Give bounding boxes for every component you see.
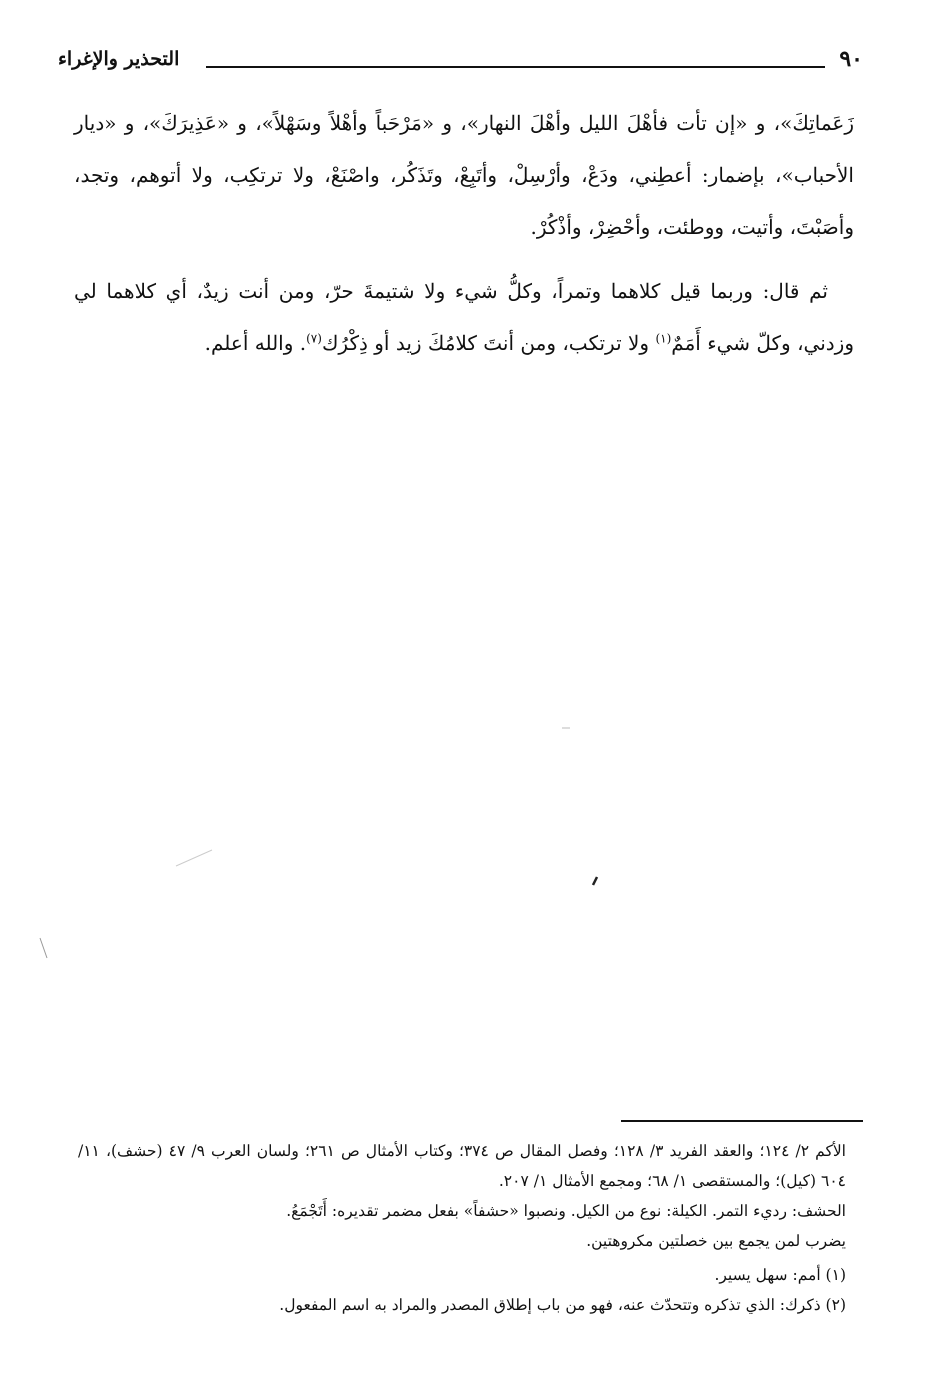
paragraph-2-main: ثم قال: وربما قيل كلاهما وتمراً، وكلُّ شيء ولا شتيمةَ حرّ، ومن أنت زيدٌ، أي كلاهما لي وزدني، وكلّ شيء أَمَمٌ (74, 279, 854, 355)
footnote-ref-1: (١) (655, 331, 672, 346)
footnote-hashaf: الحشف: رديء التمر. الكيلة: نوع من الكيل. ونصبوا «حشفاً» بفعل مضمر تقديره: أَتَجْمَعُ. (286, 1202, 846, 1220)
footnote-proverb-use: يضرب لمن يجمع بين خصلتين مكروهتين. (586, 1232, 846, 1250)
footnote-ref-2: (٧) (306, 331, 322, 346)
footnote-sources: الأكم ٢/ ١٢٤؛ والعقد الفريد ٣/ ١٢٨؛ وفصل المقال ص ٣٧٤؛ وكتاب الأمثال ص ٢٦١؛ ولسان العرب ٩/ ٤٧ (حشف)، ١١/ ٦٠٤ (كيل)؛ والمستقصى ١/ ٦٨؛ ومجمع الأمثال ١/ ٢٠٧. (78, 1142, 846, 1190)
page-number: ٩٠ (839, 46, 863, 72)
paragraph-1: زَعَماتِكَ»، و «إن تأت فأهْلَ الليل وأهْلَ النهار»، و «مَرْحَباً وأهْلاً وسَهْلاً»، و «عَذِيرَكَ»، و «ديار الأحباب»، بإضمار: أعطِني، ودَعْ، وأرْسِلْ، وأتَبِعْ، وتَذَكُر، واصْنَعْ، ولا ترتكِب، ولا أتوهم، وتجد، وأصَبْتَ، وأتيت، ووطئت، وأحْضِرْ، وأذْكُرْ. (74, 111, 854, 239)
paragraph-2-middle: ولا ترتكب، ومن أنتَ كلامُكَ زيد أو ذِكْرُك (321, 331, 656, 355)
footnotes (78, 1136, 846, 1320)
footnote-separator (621, 1120, 863, 1122)
footnote-1: (١) أمم: سهل يسير. (714, 1266, 846, 1284)
footnote-2: (٢) ذكرك: الذي تذكره وتتحدّث عنه، فهو من باب إطلاق المصدر والمراد به اسم المفعول. (279, 1296, 846, 1314)
paragraph-2-end: . والله أعلم. (204, 331, 307, 355)
running-title: التحذير والإغراء (58, 48, 180, 70)
